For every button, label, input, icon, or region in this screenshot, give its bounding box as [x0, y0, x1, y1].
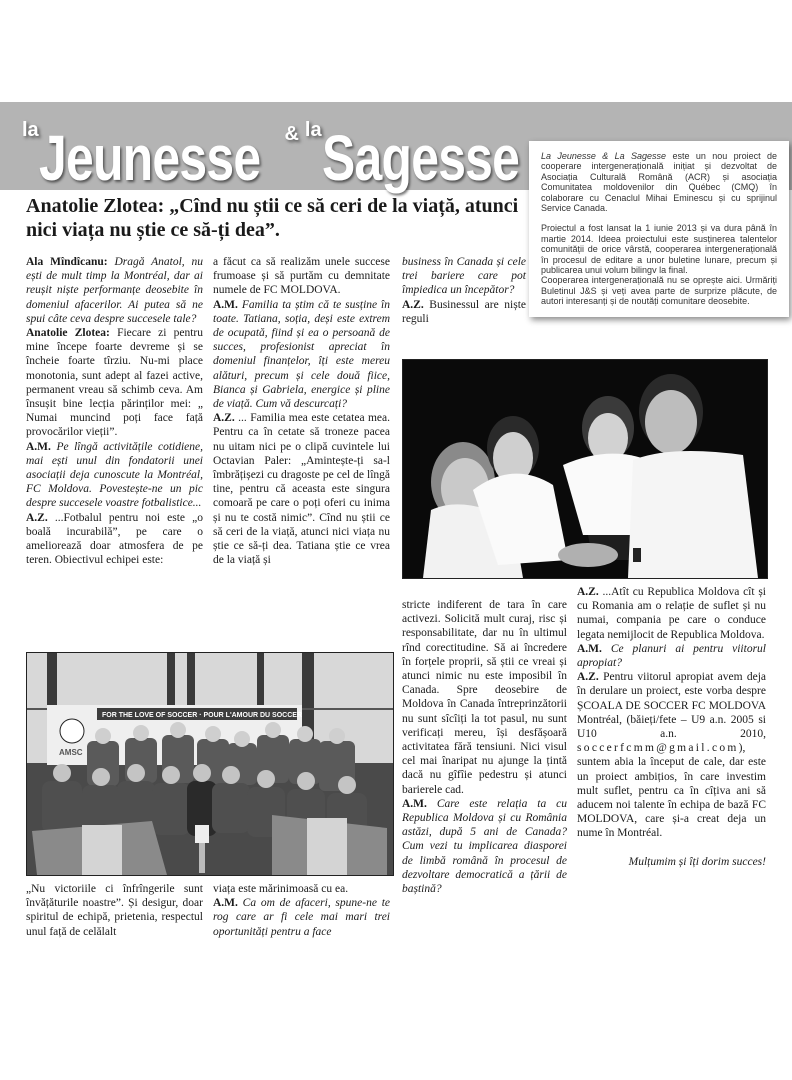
paragraph: [26, 326, 203, 440]
banner-text: FOR THE LOVE OF SOCCER · POUR L'AMOUR DU SOCCER: [102, 712, 303, 719]
family-photo-image: [403, 360, 767, 578]
paragraph: [213, 411, 390, 567]
speaker-label: A.Z.: [213, 412, 235, 425]
speaker-label: A.Z.: [577, 671, 599, 684]
paragraph: [26, 511, 203, 568]
paragraph-text: stricte indiferent de tara în care activezi. Solicită mult curaj, risc și responsabilitate, dar nu în ultimul rînd corectitudine. Să ai încredere în forțele proprii, să știi ce vreai și atunci nimic nu este imposibil în Canada. Spre deosebire de Moldova în Canada întreprinzătorii nu sunt sîcîiți la tot pasul, nu sunt verificați mereu, își desfășoară activitatea fără tensiuni. Nici visul cel mai înaripat nu ajunge la țintă dacă nu gîfîie pedestru și atunci barierele cad.: [402, 599, 567, 796]
paragraph: [402, 255, 526, 298]
speaker-label: Ala Mîndîcanu:: [26, 256, 108, 268]
column-2-bottom: [213, 882, 390, 939]
column-4: [402, 598, 567, 896]
paragraph: [577, 643, 766, 669]
paragraph: [402, 298, 526, 326]
paragraph: [26, 255, 203, 326]
paragraph-text: ... Familia mea este cetatea mea. Pentru ca în cetate să troneze pacea nu uitam nici pe o clipă cuvintele lui Octavian Paler: „Amintește-ți sa-l îmbrățișezi cu dragoste pe cel de lîngă tine, pentru că aceasta este singura comoară pe care o poți oferi cu inima și nu te costă nimic”. Cînd nu știi ce să ceri de la viață, atunci nici viața nu știe ce să-ți dea. Tatiana știe ce vrea de la viață și: [213, 412, 390, 567]
masthead-ampersand: &: [284, 123, 299, 145]
contact-email-link[interactable]: soccerfcmm@gmail.com: [577, 742, 739, 755]
family-photo: [402, 359, 768, 579]
speaker-label: A.Z.: [402, 298, 424, 311]
paragraph-text: ...Fotbalul pentru noi este „o boală incurabilă”, pe care o ameliorează doar atmosfera de pe teren. Obiectivul echipei este:: [26, 511, 203, 567]
paragraph-text: ...Atît cu Republica Moldova cît și cu Romania am o relație de suflet și nu numai, compania pe care o conduce legata nemijlocit de Republica Moldova.: [577, 586, 766, 641]
paragraph-text: a făcut ca să realizăm unele succese frumoase și să purtăm cu demnitate numele de FC MOLDOVA.: [213, 256, 390, 297]
masthead-la-1: la: [22, 119, 39, 141]
speaker-label: A.M.: [26, 440, 51, 453]
banner-logo-text: AMSC: [59, 748, 83, 757]
paragraph: [213, 298, 390, 412]
closing-line: Mulțumim și îți dorim succes!: [628, 855, 766, 868]
paragraph: „Nu victoriile ci înfrîngerile sunt învățăturile noastre”. Și desigur, doar spiritul de echipă, prietenia, respectul unul față de celălalt: [26, 883, 203, 938]
speaker-label: Anatolie Zlotea:: [26, 327, 110, 340]
paragraph-text: business în Canada și cele trei bariere care pot împiedica un începător?: [402, 256, 526, 297]
paragraph-text: Care este relația ta cu Republica Moldova și cu România astăzi, după 5 ani de Canada? Cum vezi tu implicarea diasporei de limbă română în procesul de dezvoltare democratică a țării de baștină?: [402, 797, 567, 896]
paragraph: [213, 882, 390, 896]
column-3: [402, 255, 526, 326]
team-photo-image: [27, 653, 393, 875]
paragraph: [577, 586, 766, 641]
paragraph: [213, 896, 390, 939]
speaker-label: A.M.: [402, 797, 427, 810]
column-5-paras: [577, 586, 766, 839]
speaker-label: A.Z.: [577, 586, 599, 598]
info-project-name: La Jeunesse & La Sagesse: [541, 151, 667, 161]
article-headline: Anatolie Zlotea: „Cînd nu știi ce să ceri de la viață, atunci nici viața nu știe ce să-ți dea”.: [26, 195, 519, 241]
info-paragraph-2: Proiectul a fost lansat la 1 iunie 2013 și va dura până în martie 2014. Ideea proiectului este susținerea talentelor comunității de orice vârstă, cooperarea intergenerațională în procesul de editare a unor buletine lunare, precum și publicarea unui volum bilingv la final.: [541, 223, 777, 276]
info-p1-text: este un nou proiect de cooperare intergenerațională inițiat și dezvoltat de Asociația Culturală Română (ACR) și asociația Comunitatea moldovenilor din Québec (CMQ) în colaborare cu Cenaclul Mihai Eminescu și cu sprijinul Service Canada.: [541, 151, 778, 214]
paragraph-text: Pe lîngă activitățile cotidiene, mai ești unul din fondatorii unei asociații deja cunoscute la Montréal, FC Moldova. Povestește-ne un pic despre succesele voastre fotbalistice...: [26, 440, 203, 510]
paragraph-text: Familia ta știm că te susține în toate. Tatiana, soția, deși este extrem de ocupată, fiind și ea o persoană de succes, profesionist apreciat în domeniul finanțelor, îți este mereu alături, precum și cele două fiice, Bianca și Gabriela, energice și pline de viață. Cum vă descurcați?: [213, 298, 390, 411]
paragraph-text: Ca om de afaceri, spune-ne te rog care ar fi cele mai mari trei oportunități pentru a face: [213, 897, 390, 938]
column-1-bottom: [26, 882, 203, 939]
masthead-la-2: la: [304, 119, 322, 141]
paragraph: [402, 797, 567, 896]
masthead-sagesse: Sagesse: [321, 122, 519, 194]
paragraph: [26, 440, 203, 511]
paragraph-text: Ce planuri ai pentru viitorul apropiat?: [577, 642, 766, 670]
paragraph-text: Dragă Anatol, nu ești de mult timp la Montréal, dar ai reușit niște performanțe deosebite în domeniul afacerilor. Ai putea să ne spui câte ceva despre succesele tale?: [26, 256, 203, 325]
paragraph: [402, 598, 567, 797]
paragraph-text: ), suntem abia la început de cale, dar este un proiect ambițios, în care investim mult suflet, pentru ca în cîțiva ani să aducem noi talente în echipa de bază FC MOLDOVA, care și-a creat deja un nume în Montréal.: [577, 742, 766, 840]
speaker-label: A.M.: [577, 642, 602, 655]
column-5: [577, 585, 766, 869]
project-info-box: [529, 141, 789, 317]
paragraph: [213, 255, 390, 298]
info-paragraph-3: Cooperarea intergenerațională nu se oprește aici. Urmăriți Buletinul J&S și veți avea parte de surprize plăcute, de autori interesanți și de noutăți comunitare deosebite.: [541, 275, 777, 307]
speaker-label: A.M.: [213, 897, 238, 910]
paragraph: [577, 671, 766, 839]
paragraph-text: Pentru viitorul apropiat avem deja în derulare un proiect, este vorba despre ȘCOALA DE SOCCER FC MOLDOVA Montréal, (băieți/fete – U9 a.n. 2005 si U10 a.n. 2010,: [577, 671, 766, 741]
speaker-label: A.M.: [213, 298, 238, 311]
column-1: [26, 255, 203, 567]
speaker-label: A.Z.: [26, 511, 48, 524]
masthead-jeunesse: Jeunesse: [38, 122, 261, 194]
column-2: [213, 255, 390, 567]
info-paragraph-1: [541, 151, 777, 213]
paragraph-text: viața este mărinimoasă cu ea.: [213, 883, 349, 895]
team-photo: [26, 652, 394, 876]
masthead-title: [22, 106, 574, 194]
paragraph-text: Fiecare zi pentru mine începe foarte devreme și se încheie foarte tîrziu. Nu-mi place monotonia, sunt adept al fazei active, permanent vreau să schimb ceva. Am însușit bine lecția părinților mei: „ Numai muncind poți face față provocărilor vieții”.: [26, 327, 204, 439]
paragraph-text: Businessul are niște reguli: [402, 298, 526, 325]
